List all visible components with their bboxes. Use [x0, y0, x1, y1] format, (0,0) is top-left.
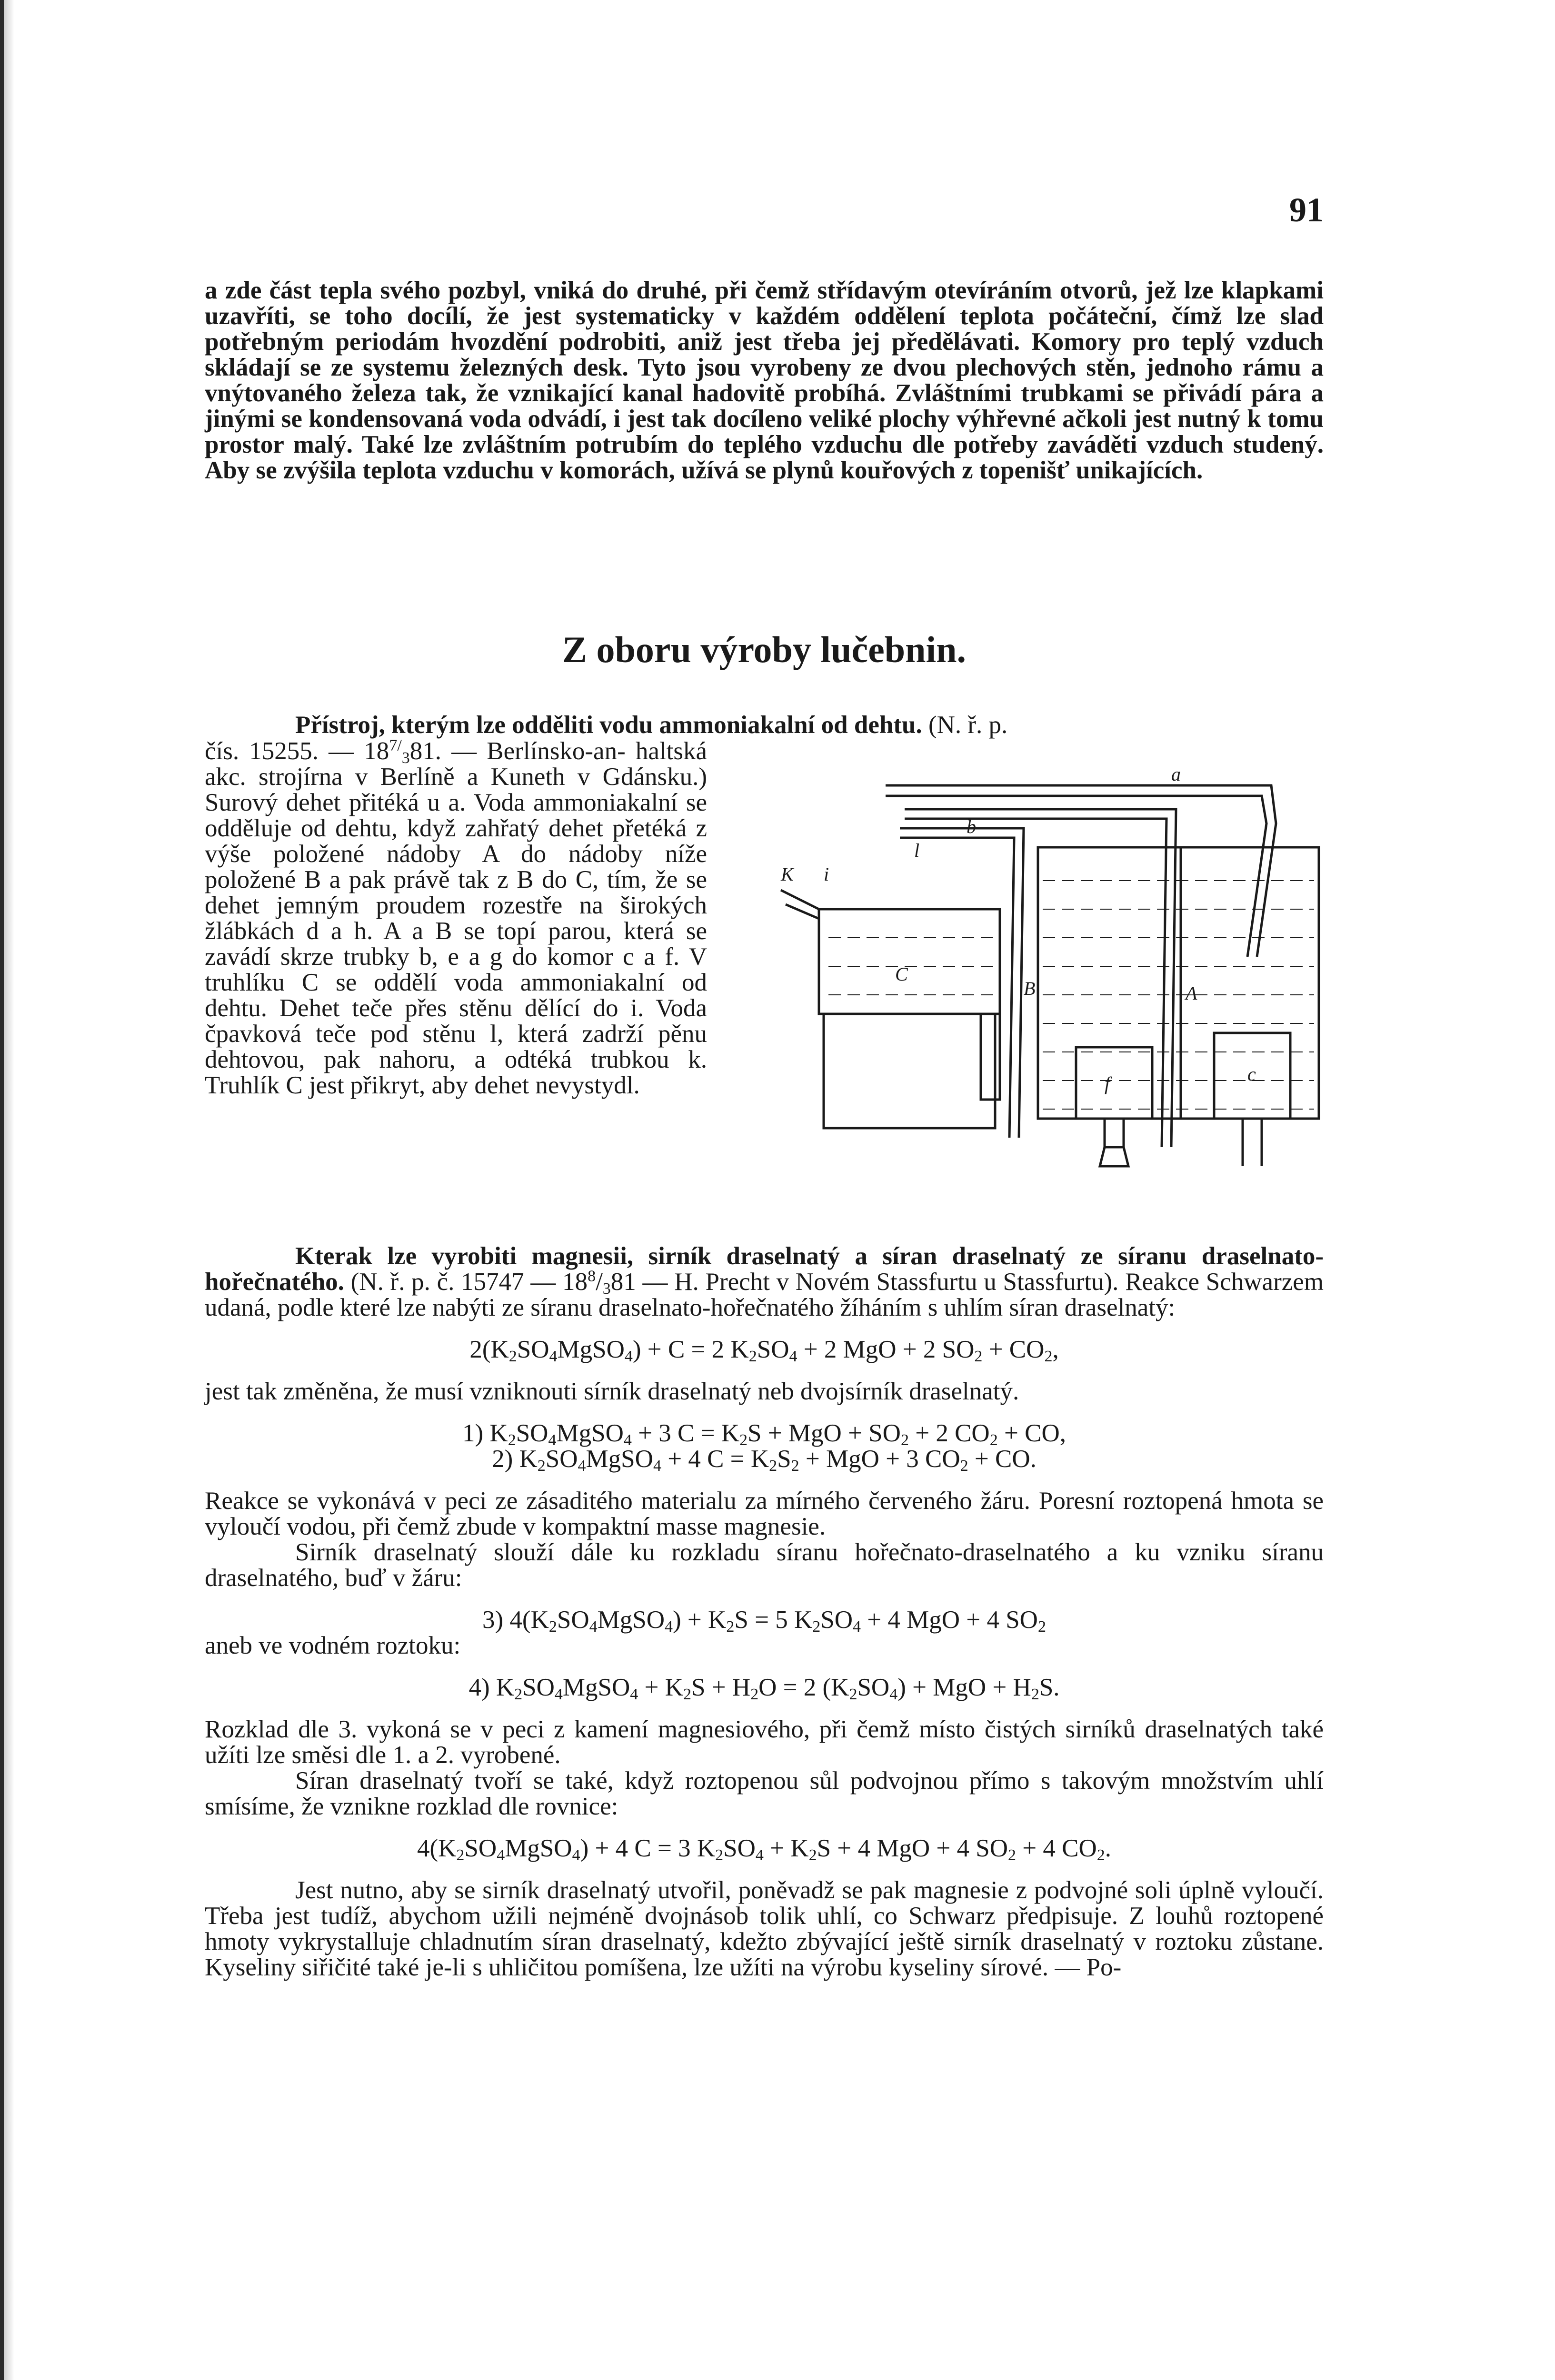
equation-1: 1) $K_2SO_4MgSO_4 + 3$ $C = K_2S$ + MgO + $SO_2 + 2$ $CO_2$ + CO, [462, 1419, 1066, 1449]
equation-3: 3) $4(K_2SO_4MgSO_4) + K_2S = 5$ $K_2SO_4 + 4$ MgO + 4 $SO_2$ [482, 1606, 1046, 1636]
article-2-intro [205, 1243, 1324, 1320]
chamber-f [1076, 1047, 1152, 1119]
equation-main: $2(K_2SO_4MgSO_4) + C = 2$ $K_2SO_4 + 2$ MgO + 2 $SO_2 + CO_2$, [469, 1336, 1059, 1365]
vessel-a [1038, 847, 1319, 1119]
figure-label-i: i [824, 863, 829, 885]
figure-label-c: c [1247, 1063, 1256, 1085]
article-2-p3: Reakce se vykonává v peci ze zásaditého materialu za mírného červeného žáru. Poresní roztopená hmota se vyloučí vodou, při čemž zbude v kompaktní masse magnesie. [205, 1487, 1324, 1540]
article-1-text: haltská akc. strojírna v Berlíně a Kuneth v Gdánsku.) Surový dehet přitéká u a. Voda ammoniakalní se odděluje od dehtu, když zahřatý dehet přetéká z výše položené nádoby A do nádoby níže položené B a pak právě tak z B do C, tím, že se dehet jemným proudem rozestře na širokých žlábkách d a h. A a B se topí parou, která se zavádí skrze trubky b, e a g do komor c a f. V truhlíku C se oddělí voda ammoniakalní od dehtu. Dehet teče přes stěnu dělící do i. Voda čpavková teče pod stěnu l, která zadrží pěnu dehtovou, pak nahoru, a odtéká trubkou k. Truhlík C jest přikryt, aby dehet nevystydl. [205, 737, 708, 1099]
figure-label-a: a [1171, 766, 1181, 785]
apparatus-figure [771, 766, 1324, 1214]
article-1-patent: čís. 15255. — $18^{7/}_381$. — Berlínsko-an- [205, 736, 626, 767]
page-number: 91 [1289, 191, 1324, 229]
article-2-p7: Síran draselnatý tvoří se také, když roztopenou sůl podvojnou přímo s takovým množstvím uhlí smísíme, že vznikne rozklad dle rovnice: [205, 1767, 1324, 1820]
intro-paragraph: a zde část tepla svého pozbyl, vniká do druhé, při čemž střídavým otevíráním otvorů, jež lze klapkami uzavříti, se toho docílí, že jest systematicky v každém oddělení teplota počáteční, čímž lze slad potřebným periodám hvozdění podrobiti, aniž jest třeba jej předělávati. Komory pro teplý vzduch skládají se ze systemu železných desk. Tyto jsou vyrobeny ze dvou plechových stěn, jednoho rámu a vnýtovaného železa tak, že vznikající kanal hadovitě probíhá. Zvláštními trubkami se přivádí pára a jinými se kondensovaná voda odvádí, i jest tak docíleno veliké plochy výhřevné ačkoli jest nutný k tomu prostor malý. Také lze zvláštním potrubím do teplého vzduchu dle potřeby zaváděti vzduch studený. Aby se zvýšila teplota vzduchu v komorách, užívá se plynů kouřových z topenišť unikajících. [205, 277, 1324, 484]
figure-label-b-vessel: B [1024, 978, 1036, 999]
equation-2: 2) $K_2SO_4MgSO_4 + 4$ $C = K_2S_2$ + MgO + 3 $CO_2$ + CO. [492, 1445, 1037, 1475]
pipe-b [905, 809, 1176, 1147]
figure-label-b: b [967, 816, 976, 837]
scan-shadow [4, 0, 14, 2380]
scan-edge [0, 0, 4, 2380]
article-1-body [205, 738, 707, 1098]
article-2-p8: Jest nutno, aby se sirník draselnatý utvořil, poněvadž se pak magnesie z podvojné soli úplně vyloučí. Třeba jest tudíž, abychom užili nejméně dvojnásob tolik uhlí, co Schwarz předpisuje. Z louhů roztopené hmoty vykrystalluje chladnutím síran draselnatý, kdežto zbývající ještě sirník draselnatý v roztoku zůstane. Kyseliny siřičité také je-li s uhličitou pomíšena, lze užíti na výrobu kyseliny sírové. — Po- [205, 1876, 1324, 1981]
figure-label-f: f [1105, 1073, 1110, 1094]
section-heading: Z oboru výroby lučebnin. [562, 629, 967, 670]
equation-5: $4(K_2SO_4MgSO_4) + 4$ C = 3 $K_2SO_4 + K_2S + 4$ MgO + 4 $SO_2 + 4$ $CO_2$. [417, 1835, 1112, 1864]
article-2-p4: Sirník draselnatý slouží dále ku rozkladu síranu hořečnato-draselnatého a ku vzniku síranu draselnatého, buď v žáru: [205, 1538, 1324, 1592]
equation-4: 4) $K_2SO_4MgSO_4 + K_2S + H_2O = 2$ $(K_2SO_4)$ + MgO + $H_2S$. [468, 1674, 1060, 1703]
figure-label-k: K [781, 863, 794, 885]
article-2-title: Kterak lze vyrobiti magnesii, sirník draselnatý a síran draselnatý ze síranu draselnato-hořečnatého. [205, 1242, 1324, 1296]
figure-label-l: l [914, 840, 920, 861]
book-page [205, 0, 1324, 2380]
article-1-ref: (N. ř. p. [928, 711, 1008, 739]
pipe-c [900, 828, 1024, 1138]
pipe-a [886, 785, 1276, 957]
article-1-header [205, 712, 1324, 738]
figure-label-a-vessel: A [1186, 982, 1197, 1004]
trough-c [819, 909, 1000, 1014]
article-2 [205, 1243, 1324, 1980]
article-1-title: Přístroj, kterým lze odděliti vodu ammoniakalní od dehtu. [295, 711, 922, 739]
article-2-p6: Rozklad dle 3. vykoná se v peci z kamení magnesiového, při čemž místo čistých sirníků draselnatých také užíti lze směsi dle 1. a 2. vyrobené. [205, 1716, 1324, 1769]
article-2-ref: (N. ř. p. č. 15747 — $18^8/_381$ — H. Precht v Novém Stassfurtu u Stassfurtu). Reakce Schwarzem udaná, podle které lze nabýti ze síranu draselnato-hořečnatého žíháním s uhlím síran draselnatý: [205, 1267, 1324, 1321]
article-2-p2: jest tak změněna, že musí vzniknouti sírník draselnatý neb dvojsírník draselnatý. [205, 1378, 1019, 1405]
article-2-p5: aneb ve vodném roztoku: [205, 1632, 461, 1659]
figure-label-c-trough: C [895, 963, 908, 985]
